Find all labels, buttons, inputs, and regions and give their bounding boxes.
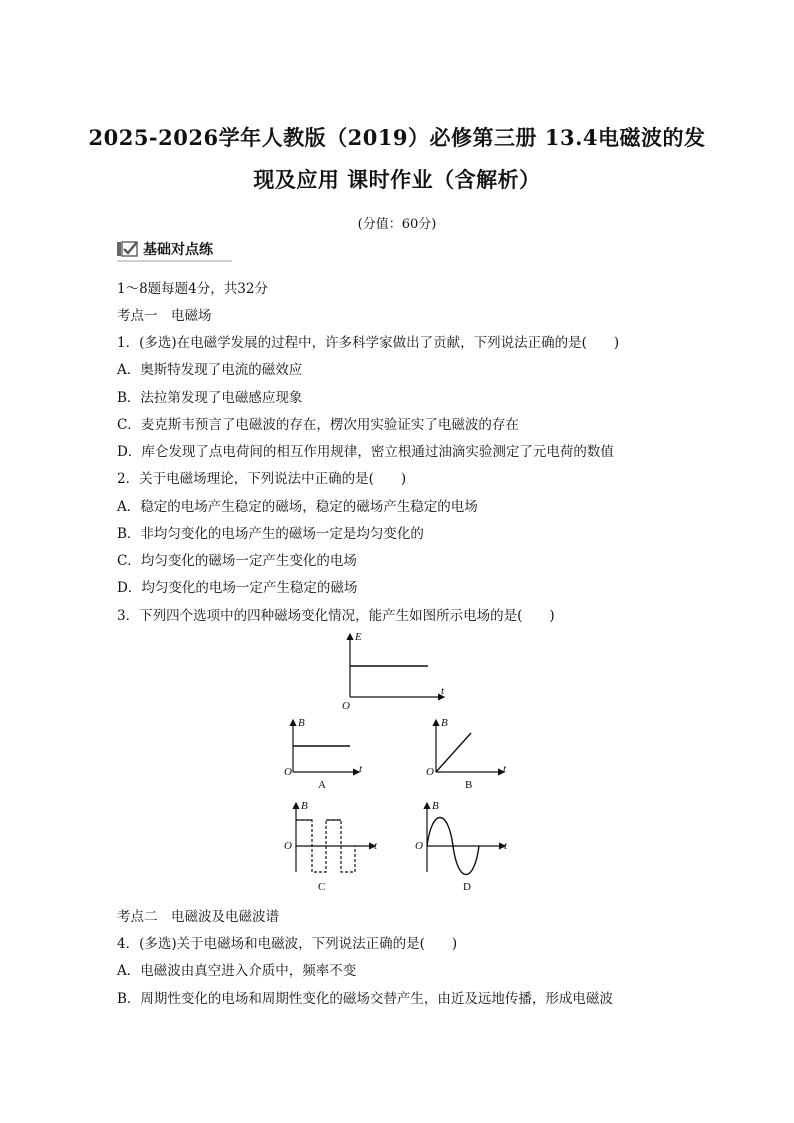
option-label-b: B	[465, 779, 473, 791]
t-axis-label: t	[441, 685, 445, 697]
question-3: 3．下列四个选项中的四种磁场变化情况，能产生如图所示电场的是( )	[117, 608, 555, 624]
question-2: 2．关于电磁场理论，下列说法中正确的是( )	[117, 471, 407, 487]
question-2-option-c: C．均匀变化的磁场一定产生变化的电场	[117, 553, 357, 569]
graph-option-c	[296, 803, 375, 872]
b-axis-label: B	[432, 800, 439, 812]
question-2-option-a: A．稳定的电场产生稳定的磁场，稳定的磁场产生稳定的电场	[117, 499, 478, 515]
t-axis-label: t	[503, 763, 507, 775]
option-label-a: A	[318, 779, 326, 791]
scoring-note: 1～8题每题4分，共32分	[117, 281, 268, 297]
section-label: 基础对点练	[143, 242, 213, 258]
question-2-option-d: D．均匀变化的电场一定产生稳定的磁场	[117, 580, 358, 596]
origin-label: O	[342, 700, 350, 712]
t-axis-label: t	[359, 763, 363, 775]
b-axis-label: B	[301, 800, 308, 812]
question-1-option-d: D．库仑发现了点电荷间的相互作用规律，密立根通过油滴实验测定了元电荷的数值	[117, 444, 614, 460]
topic-heading-2: 考点二 电磁波及电磁波谱	[117, 909, 279, 925]
origin-label: O	[284, 840, 292, 852]
b-axis-label: B	[298, 717, 305, 729]
e-axis-label: E	[355, 631, 362, 643]
question-1-option-a: A．奥斯特发现了电流的磁效应	[117, 362, 303, 378]
origin-label: O	[415, 840, 423, 852]
document-title-line-2: 现及应用 课时作业（含解析）	[253, 167, 541, 192]
origin-label: O	[284, 766, 292, 778]
e-t-graph	[350, 634, 444, 697]
origin-label: O	[426, 766, 434, 778]
question-1: 1．(多选)在电磁学发展的过程中，许多科学家做出了贡献，下列说法正确的是( )	[117, 335, 620, 351]
b-axis-label: B	[441, 717, 448, 729]
score-note: (分值：60分)	[357, 217, 437, 232]
question-4: 4．(多选)关于电磁场和电磁波，下列说法正确的是( )	[117, 936, 458, 952]
question-4-option-a: A．电磁波由真空进入介质中，频率不变	[117, 963, 357, 979]
t-axis-label: t	[374, 840, 378, 852]
option-label-c: C	[318, 881, 326, 893]
document-title-line-1: 2025-2026学年人教版（2019）必修第三册 13.4电磁波的发	[88, 125, 706, 150]
graph-option-d	[427, 803, 505, 875]
question-4-option-b: B．周期性变化的电场和周期性变化的磁场交替产生，由近及远地传播，形成电磁波	[117, 991, 613, 1007]
question-1-option-c: C．麦克斯韦预言了电磁波的存在，楞次用实验证实了电磁波的存在	[117, 417, 519, 433]
question-2-option-b: B．非均匀变化的电场产生的磁场一定是均匀变化的	[117, 526, 424, 542]
topic-heading-1: 考点一 电磁场	[117, 308, 212, 324]
option-label-d: D	[463, 881, 471, 893]
t-axis-label: t	[504, 840, 508, 852]
question-1-option-b: B．法拉第发现了电磁感应现象	[117, 390, 303, 406]
